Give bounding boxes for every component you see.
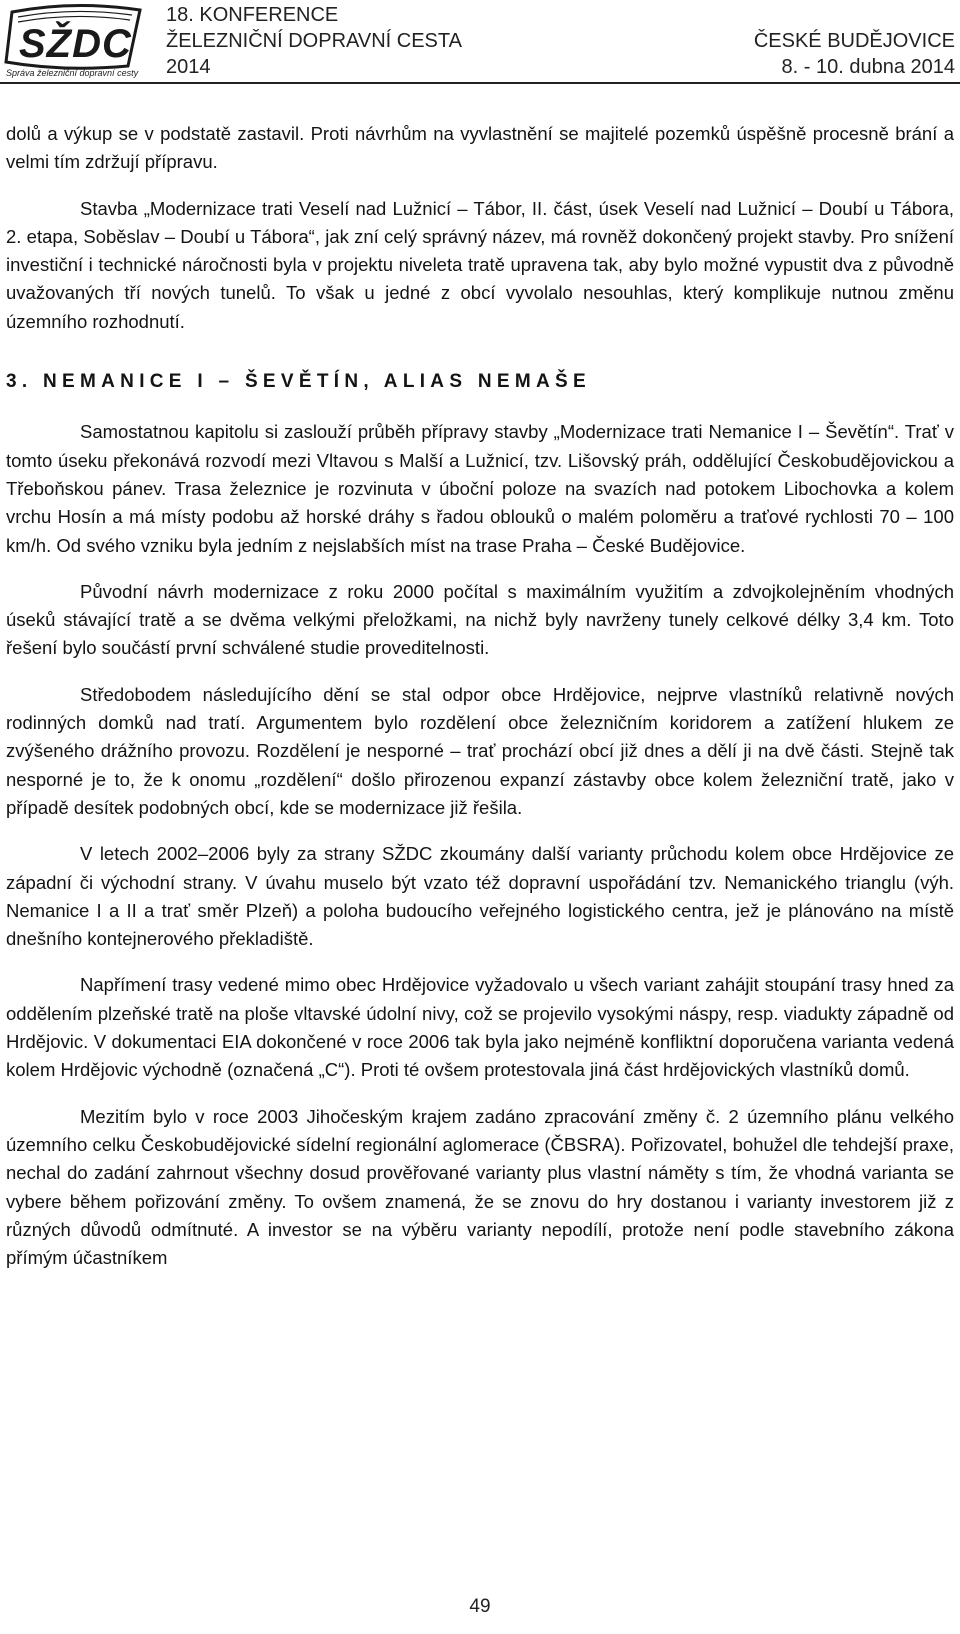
- paragraph: Mezitím bylo v roce 2003 Jihočeským krajem zadáno zpracování změny č. 2 územního plánu velkého územního celku Českobudějovické sídelní regionální aglomerace (ČBSRA). Pořizovatel, bohužel dle tehdejší praxe, nechal do zadání zahrnout všechny dosud prověřované varianty plus vlastní náměty s tím, že vhodná varianta se vybere během pořizování změny. To ovšem znamená, že se znovu do hry dostanou i varianty investorem již z různých důvodů odmítnuté. A investor se na výběru varianty nepodílí, protože není podle stavebního zákona přímým účastníkem: [6, 1105, 954, 1269]
- paragraph: Středobodem následujícího dění se stal odpor obce Hrdějovice, nejprve vlastníků relativně nových rodinných domků nad tratí. Argumentem bylo rozdělení obce železničním koridorem a zatížení hlukem ze zvýšeného drážního provozu. Rozdělení je nesporné – trať prochází obcí již dnes a dělí ji na dvě části. Stejně tak nesporné je to, že k onomu „rozdělení“ došlo přirozenou expanzí zástavby obce kolem železniční tratě, jako v případě desítek podobných obcí, kde se modernizace již řešila.: [6, 683, 954, 818]
- document-body: [6, 120, 954, 1290]
- section-heading: 3. NEMANICE I – ŠEVĚTÍN, ALIAS NEMAŠE: [6, 371, 591, 393]
- conference-year: 2014: [166, 56, 211, 78]
- paragraph: V letech 2002–2006 byly za strany SŽDC zkoumány další varianty průchodu kolem obce Hrdějovice ze západní či východní strany. V úvahu muselo být vzato též dopravní uspořádání tzv. Nemanického trianglu (výh. Nemanice I a II a trať směr Plzeň) a poloha budoucího veřejného logistického centra, jež je plánováno na místě dnešního kontejnerového překladiště.: [6, 843, 954, 950]
- conference-title: 18. KONFERENCE: [166, 4, 339, 26]
- paragraph: Samostatnou kapitolu si zaslouží průběh přípravy stavby „Modernizace trati Nemanice I – Ševětín“. Trať v tomto úseku překonává rozvodí mezi Vltavou s Malší a Lužnicí, tzv. Lišovský práh, oddělující Českobudějovickou a Třeboňskou pánev. Trasa železnice je rozvinuta v úbočnί poloze na svazích nad potokem Libochovka a kolem vrchu Hosín a má místy podobu až horské dráhy s řadou oblouků o malém poloměru a traťové rychlosti 70 – 100 km/h. Od svého vzniku byla jedním z nejslabších míst na trase Praha – České Budějovice.: [6, 421, 954, 556]
- conference-info: [166, 2, 462, 80]
- conference-location: ČESKÉ BUDĚJOVICE: [753, 30, 955, 52]
- conference-venue: [754, 28, 955, 80]
- page-header: [0, 0, 960, 84]
- header-divider: [0, 82, 960, 84]
- logo-caption: Správa železniční dopravní cesty: [6, 68, 139, 78]
- paragraph: Původní návrh modernizace z roku 2000 počítal s maximálním využitím a zdvojkolejněním vhodných úseků stávající tratě a se dvěma velkými přeložkami, na nichž byly navrženy tunely celkové délky 3,4 km. Toto řešení bylo součástí první schválené studie proveditelnosti.: [6, 580, 954, 659]
- paragraph: Stavba „Modernizace trati Veselí nad Lužnicí – Tábor, II. část, úsek Veselí nad Lužnicí – Doubí u Tábora, 2. etapa, Soběslav – Doubí u Tábora“, jak zní celý správný název, má rovněž dokončený projekt stavby. Pro snížení investiční i technické náročnosti byla v projektu niveleta tratě upravena tak, aby bylo možné vypustit dva z původně uvažovaných tří nových tunelů. To však u jedné z obcí vyvolalo nesouhlas, který komplikuje nutnou změnu územního rozhodnutí.: [6, 197, 954, 332]
- paragraph: Napřímení trasy vedené mimo obec Hrdějovice vyžadovalo u všech variant zahájit stoupání trasy hned za oddělením plzeňské tratě na ploše vltavské údolní nivy, což se projevilo vysokými náspy, resp. viadukty západně od Hrdějovic. V dokumentaci EIA dokončené v roce 2006 tak byla jako nejméně konfliktní doporučena varianta vedená kolem Hrdějovic východně (označená „C“). Proti té ovšem protestovala jiná část hrdějovických vlastníků domů.: [6, 974, 954, 1081]
- paragraph: dolů a výkup se v podstatě zastavil. Proti návrhům na vyvlastnění se majitelé pozemků úspěšně procesně brání a velmi tím zdržují přípravu.: [6, 123, 954, 173]
- conference-dates: 8. - 10. dubna 2014: [781, 56, 955, 78]
- page-number: 49: [469, 1596, 491, 1617]
- conference-subtitle: ŽELEZNIČNÍ DOPRAVNÍ CESTA: [166, 30, 462, 52]
- svg-text:SŽDC: SŽDC: [19, 22, 132, 66]
